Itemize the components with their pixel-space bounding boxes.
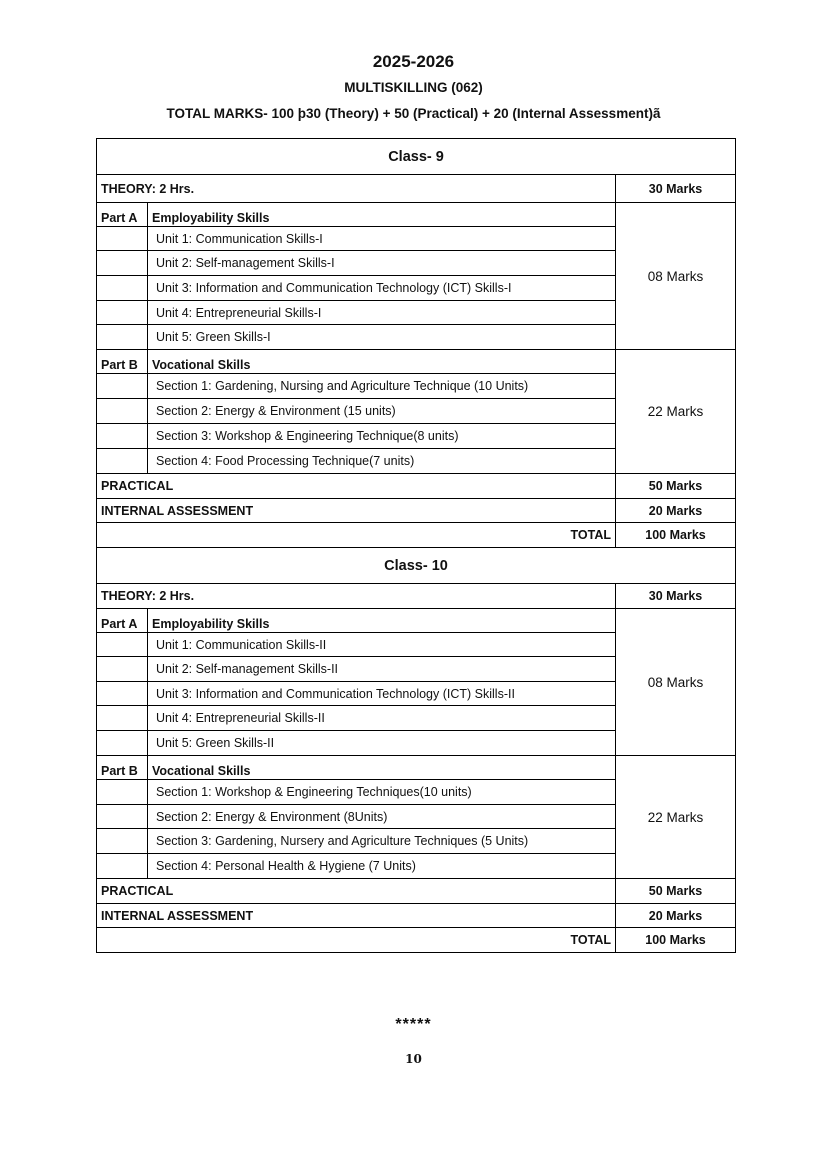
class10-partB-title: Vocational Skills [148,756,616,780]
class10-partA-marks: 08 Marks [616,609,736,756]
class10-header-row [97,548,736,584]
class9-ia-label: INTERNAL ASSESSMENT [97,499,616,523]
class10-partA-title: Employability Skills [148,609,616,633]
class9-total-marks: 100 Marks [616,523,736,548]
document-year: 2025-2026 [372,52,455,71]
class9-partA-title: Employability Skills [148,203,616,227]
class10-total-marks: 100 Marks [616,928,736,953]
class9-ia-row [97,499,736,523]
class9-practical-label: PRACTICAL [97,474,616,499]
class9-section-3: Section 3: Workshop & Engineering Technique(8 units) [148,424,616,449]
class9-partB-label: Part B [97,350,148,374]
class10-theory-marks: 30 Marks [616,584,736,609]
class9-practical-row [97,474,736,499]
class9-partB-marks: 22 Marks [616,350,736,474]
class10-section-2: Section 2: Energy & Environment (8Units) [148,805,616,829]
class9-theory-marks: 30 Marks [616,175,736,203]
class10-practical-marks: 50 Marks [616,879,736,904]
class9-unit-2: Unit 2: Self-management Skills-I [148,251,616,276]
class10-title: Class- 10 [97,548,736,584]
class9-partA-label: Part A [97,203,148,227]
class10-section-3: Section 3: Gardening, Nursery and Agriculture Techniques (5 Units) [148,829,616,854]
class9-unit-5: Unit 5: Green Skills-I [148,325,616,350]
class9-total-row [97,523,736,548]
class9-ia-marks: 20 Marks [616,499,736,523]
class10-unit-2: Unit 2: Self-management Skills-II [148,657,616,682]
class10-total-label: TOTAL [97,928,616,953]
end-stars: ***** [395,1016,432,1033]
class9-section-4: Section 4: Food Processing Technique(7 units) [148,449,616,474]
class9-header-row [97,139,736,175]
class10-practical-label: PRACTICAL [97,879,616,904]
class10-ia-marks: 20 Marks [616,904,736,928]
class9-section-2: Section 2: Energy & Environment (15 units) [148,399,616,424]
class10-partB-label: Part B [97,756,148,780]
class10-total-row [97,928,736,953]
syllabus-table [96,138,736,953]
class9-unit-3: Unit 3: Information and Communication Technology (ICT) Skills-I [148,276,616,301]
class9-theory-label: THEORY: 2 Hrs. [97,175,616,203]
class9-partA-marks: 08 Marks [616,203,736,350]
class10-partA-label: Part A [97,609,148,633]
class10-unit-5: Unit 5: Green Skills-II [148,731,616,756]
class10-practical-row [97,879,736,904]
total-marks-line: TOTAL MARKS- 100 þ30 (Theory) + 50 (Practical) + 20 (Internal Assessment)ã [166,106,661,121]
class9-partB-row [97,350,736,374]
class10-partB-marks: 22 Marks [616,756,736,879]
class9-section-1: Section 1: Gardening, Nursing and Agriculture Technique (10 Units) [148,374,616,399]
class10-theory-row [97,584,736,609]
class10-theory-label: THEORY: 2 Hrs. [97,584,616,609]
class10-unit-4: Unit 4: Entrepreneurial Skills-II [148,706,616,731]
class9-title: Class- 9 [97,139,736,175]
class10-ia-row [97,904,736,928]
class10-section-4: Section 4: Personal Health & Hygiene (7 Units) [148,854,616,879]
class10-unit-3: Unit 3: Information and Communication Technology (ICT) Skills-II [148,682,616,706]
class9-theory-row [97,175,736,203]
subject-title: MULTISKILLING (062) [344,80,483,95]
class9-unit-4: Unit 4: Entrepreneurial Skills-I [148,301,616,325]
class9-partA-row [97,203,736,227]
class10-section-1: Section 1: Workshop & Engineering Techniques(10 units) [148,780,616,805]
class9-unit-1: Unit 1: Communication Skills-I [148,227,616,251]
class10-ia-label: INTERNAL ASSESSMENT [97,904,616,928]
class10-unit-1: Unit 1: Communication Skills-II [148,633,616,657]
class9-partB-title: Vocational Skills [148,350,616,374]
class10-partB-row [97,756,736,780]
class10-partA-row [97,609,736,633]
page-number: 10 [405,1052,422,1066]
class9-practical-marks: 50 Marks [616,474,736,499]
class9-total-label: TOTAL [97,523,616,548]
